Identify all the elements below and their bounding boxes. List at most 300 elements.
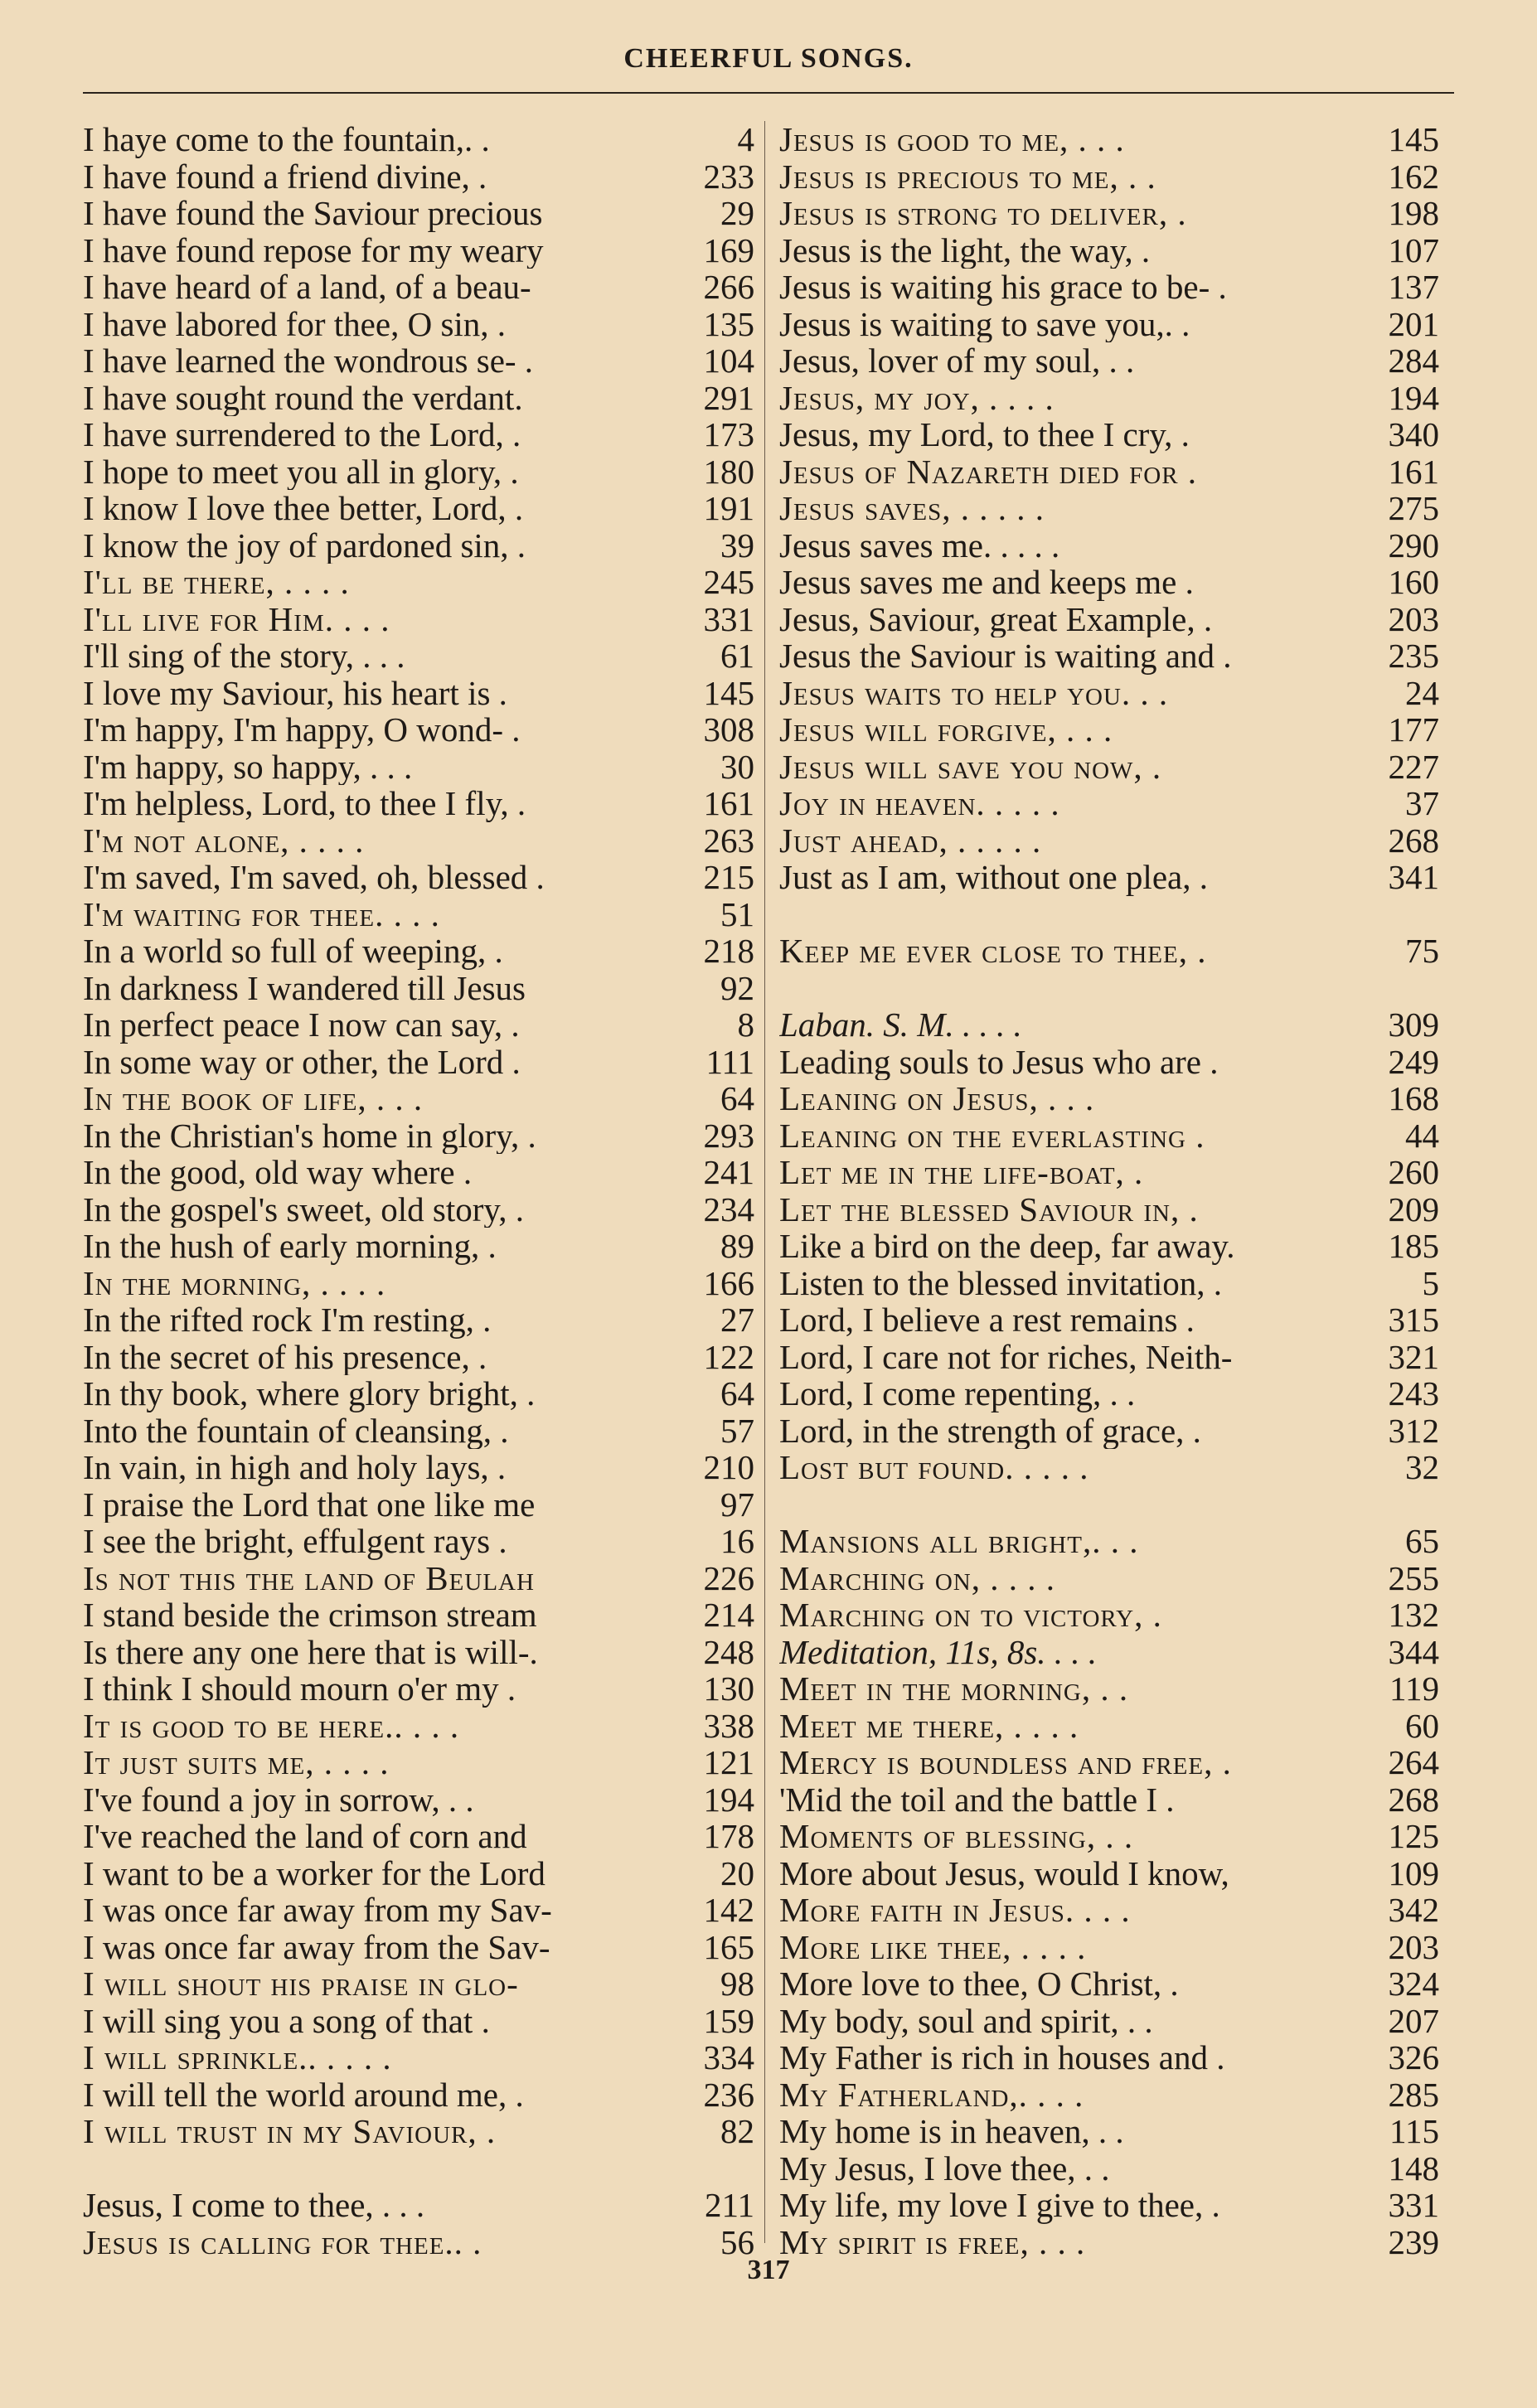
page-ref: 245 (703, 563, 754, 601)
page-ref: 111 (705, 1042, 754, 1081)
index-entry (779, 2003, 1439, 2040)
song-title: I was once far away from the Sav- (83, 1928, 550, 1965)
index-entry (779, 269, 1439, 306)
index-entry (779, 749, 1439, 786)
page-ref: 210 (703, 1448, 754, 1486)
index-entry (779, 675, 1439, 712)
song-title: My home is in heaven, . . (779, 2113, 1124, 2150)
song-title: It is good to be here.. . . . (83, 1707, 460, 1744)
page-ref: 268 (1388, 821, 1439, 860)
song-title: In the book of life, . . . (83, 1080, 424, 1117)
page-ref: 145 (703, 673, 754, 712)
index-entry (83, 1080, 754, 1117)
song-title: Jesus is waiting to save you,. . (779, 305, 1190, 342)
index-entry (779, 1560, 1439, 1597)
song-title: Let the blessed Saviour in, . (779, 1190, 1199, 1228)
page-ref: 60 (1405, 1706, 1439, 1745)
song-title: Jesus will save you now, . (779, 748, 1162, 785)
song-title: Into the fountain of cleansing, . (83, 1412, 509, 1449)
page-ref: 64 (720, 1079, 754, 1117)
index-entry (83, 1006, 754, 1044)
index-entry (83, 1191, 754, 1228)
song-title: I've found a joy in sorrow, . . (83, 1781, 474, 1818)
song-title: I know I love thee better, Lord, . (83, 490, 524, 527)
song-title: More love to thee, O Christ, . (779, 1965, 1179, 2003)
page-ref: 338 (703, 1706, 754, 1745)
index-entry (779, 2150, 1439, 2188)
song-title: I will trust in my Saviour, . (83, 2113, 497, 2150)
page-ref: 169 (703, 230, 754, 269)
index-entry (779, 1744, 1439, 1781)
page-ref: 178 (703, 1817, 754, 1855)
page-ref: 264 (1388, 1743, 1439, 1781)
page-ref: 185 (1388, 1227, 1439, 1265)
page-ref: 308 (703, 710, 754, 749)
song-title: Let me in the life-boat, . (779, 1154, 1144, 1191)
index-entry (779, 1412, 1439, 1450)
page-ref: 260 (1388, 1153, 1439, 1191)
index-entry (779, 822, 1439, 860)
page-ref: 214 (703, 1596, 754, 1634)
index-entry (83, 1486, 754, 1524)
index-entry (779, 1818, 1439, 1855)
song-title: Jesus is precious to me, . . (779, 157, 1156, 195)
page-ref: 75 (1405, 932, 1439, 970)
index-entry (83, 1560, 754, 1597)
page-header: CHEERFUL SONGS. (623, 43, 914, 74)
song-title: Jesus saves, . . . . . (779, 490, 1045, 527)
page-ref: 82 (720, 2112, 754, 2150)
page-ref: 135 (703, 304, 754, 343)
song-title: Keep me ever close to thee, . (779, 933, 1207, 970)
page-ref: 249 (1388, 1042, 1439, 1081)
index-entry (779, 1044, 1439, 1081)
page-ref: 142 (703, 1891, 754, 1929)
song-title: Lord, in the strength of grace, . (779, 1412, 1201, 1449)
song-title: Marching on to victory, . (779, 1596, 1162, 1634)
index-entry (83, 158, 754, 196)
song-title: 'Mid the toil and the battle I . (779, 1781, 1175, 1818)
song-title: Mansions all bright,. . . (779, 1523, 1139, 1560)
song-title: I was once far away from my Sav- (83, 1892, 552, 1929)
page-ref: 166 (703, 1263, 754, 1302)
index-entry (83, 1965, 754, 2003)
index-entry (83, 1744, 754, 1781)
song-title: I haye come to the fountain,. . (83, 121, 490, 158)
page-ref: 97 (720, 1485, 754, 1524)
song-title: I have learned the wondrous se- . (83, 342, 534, 380)
index-entry (779, 2187, 1439, 2224)
index-entry (779, 564, 1439, 601)
index-entry (83, 2003, 754, 2040)
index-entry (779, 1117, 1439, 1155)
page-ref: 315 (1388, 1301, 1439, 1339)
index-entry (83, 342, 754, 380)
page-ref: 239 (1388, 2222, 1439, 2261)
page-ref: 30 (720, 747, 754, 786)
index-entry (83, 490, 754, 527)
song-title: Jesus is calling for thee.. . (83, 2223, 482, 2260)
page-ref: 248 (703, 1632, 754, 1671)
song-title: More faith in Jesus. . . . (779, 1892, 1131, 1929)
page-ref: 293 (703, 1116, 754, 1155)
song-title: Just ahead, . . . . . (779, 821, 1042, 859)
song-title: Jesus is waiting his grace to be- . (779, 269, 1227, 306)
song-title: I will sing you a song of that . (83, 2002, 490, 2039)
index-entry (779, 1080, 1439, 1117)
page-ref: 51 (720, 894, 754, 933)
song-title: Jesus, I come to thee, . . . (83, 2187, 425, 2224)
page-ref: 145 (1388, 120, 1439, 158)
page-ref: 194 (703, 1780, 754, 1819)
index-entry (83, 1339, 754, 1376)
song-title: In a world so full of weeping, . (83, 933, 503, 970)
page-ref: 130 (703, 1669, 754, 1708)
page-ref: 241 (703, 1153, 754, 1191)
index-entry (83, 1375, 754, 1412)
index-entry (83, 749, 754, 786)
song-title: My Fatherland,. . . . (779, 2076, 1084, 2113)
index-entry (83, 1265, 754, 1302)
song-title: I'm not alone, . . . . (83, 821, 365, 859)
song-title: Jesus will forgive, . . . (779, 711, 1113, 749)
song-title: I praise the Lord that one like me (83, 1485, 536, 1523)
index-entry (83, 859, 754, 896)
song-title: It just suits me, . . . . (83, 1744, 390, 1781)
index-entry (779, 1301, 1439, 1339)
index-entry (83, 1228, 754, 1265)
index-entry (779, 711, 1439, 749)
page-number: 317 (747, 2255, 790, 2285)
song-title: Jesus saves me and keeps me . (779, 564, 1194, 601)
page-ref: 344 (1388, 1632, 1439, 1671)
song-title: Moments of blessing, . . (779, 1818, 1134, 1855)
song-title: Joy in heaven. . . . . (779, 785, 1060, 822)
index-entry (779, 785, 1439, 822)
page-ref: 191 (703, 489, 754, 527)
page-ref: 89 (720, 1227, 754, 1265)
page-ref: 29 (720, 194, 754, 232)
index-entry (83, 1523, 754, 1560)
song-title: Lord, I come repenting, . . (779, 1375, 1136, 1412)
song-title: I'll live for Him. . . . (83, 600, 390, 637)
song-title: Jesus is the light, the way, . (779, 231, 1151, 269)
song-title: Jesus, Saviour, great Example, . (779, 600, 1213, 637)
page-ref: 64 (720, 1374, 754, 1412)
index-entry (779, 453, 1439, 491)
index-entry (779, 1929, 1439, 1966)
index-entry (83, 785, 754, 822)
page-ref: 107 (1388, 230, 1439, 269)
song-title: I'm waiting for thee. . . . (83, 895, 440, 933)
page-ref: 165 (703, 1927, 754, 1966)
page-ref: 331 (1388, 2186, 1439, 2224)
page-ref: 168 (1388, 1079, 1439, 1117)
song-title: Mercy is boundless and free, . (779, 1744, 1232, 1781)
song-title: In the gospel's sweet, old story, . (83, 1190, 524, 1228)
page-ref: 209 (1388, 1189, 1439, 1228)
song-title: In darkness I wandered till Jesus (83, 969, 526, 1006)
song-title: I will sprinkle.. . . . . (83, 2039, 392, 2076)
index-entry (779, 1228, 1439, 1265)
index-entry (779, 2076, 1439, 2114)
song-title: I have found the Saviour precious (83, 195, 543, 232)
index-entry (83, 564, 754, 601)
section-gap (779, 896, 1439, 933)
song-title: Jesus is strong to deliver, . (779, 195, 1187, 232)
index-entry (83, 1154, 754, 1191)
index-entry (83, 380, 754, 417)
index-entry (83, 2187, 754, 2224)
song-title: My Father is rich in houses and . (779, 2039, 1225, 2076)
index-entry (779, 380, 1439, 417)
page-ref: 340 (1388, 415, 1439, 453)
page-ref: 37 (1405, 784, 1439, 822)
song-title: In the Christian's home in glory, . (83, 1117, 536, 1154)
song-title: Is not this the land of Beulah (83, 1559, 535, 1596)
index-entry (779, 1596, 1439, 1634)
index-entry (83, 527, 754, 564)
song-title: My life, my love I give to thee, . (779, 2187, 1220, 2224)
page-ref: 161 (1388, 452, 1439, 491)
song-title: Lord, I believe a rest remains . (779, 1301, 1195, 1339)
song-title: More about Jesus, would I know, (779, 1854, 1229, 1892)
index-entry (83, 601, 754, 638)
index-entry (83, 2076, 754, 2114)
song-title: Jesus the Saviour is waiting and . (779, 637, 1232, 675)
song-title: Meet in the morning, . . (779, 1670, 1129, 1708)
page-ref: 92 (720, 968, 754, 1007)
song-title: I have heard of a land, of a beau- (83, 269, 531, 306)
index-entry (83, 232, 754, 269)
page-ref: 321 (1388, 1337, 1439, 1376)
index-entry (83, 416, 754, 453)
page-ref: 159 (703, 2001, 754, 2040)
page-ref: 104 (703, 342, 754, 380)
page-ref: 16 (720, 1522, 754, 1560)
song-title: Lord, I care not for riches, Neith- (779, 1338, 1233, 1375)
page-ref: 4 (737, 120, 754, 158)
page-ref: 137 (1388, 268, 1439, 306)
index-entry (83, 2113, 754, 2150)
section-gap (83, 2150, 754, 2188)
index-entry (779, 1375, 1439, 1412)
song-title: Like a bird on the deep, far away. (779, 1228, 1235, 1265)
index-entry (779, 1781, 1439, 1819)
song-title: More like thee, . . . . (779, 1928, 1087, 1965)
page-ref: 341 (1388, 858, 1439, 896)
song-title: My body, soul and spirit, . . (779, 2002, 1153, 2039)
song-title: Jesus waits to help you. . . (779, 674, 1169, 711)
song-title: In perfect peace I now can say, . (83, 1006, 520, 1044)
song-title: I've reached the land of corn and (83, 1818, 527, 1855)
index-entry (83, 822, 754, 860)
page-ref: 121 (703, 1743, 754, 1781)
song-title: Meditation, 11s, 8s. . . . (779, 1633, 1098, 1670)
page-ref: 5 (1422, 1263, 1439, 1302)
page-ref: 215 (703, 858, 754, 896)
song-title: I'm helpless, Lord, to thee I fly, . (83, 785, 526, 822)
song-title: I'm happy, so happy, . . . (83, 748, 413, 785)
page-ref: 148 (1388, 2149, 1439, 2188)
song-title: In some way or other, the Lord . (83, 1043, 521, 1080)
index-entry (83, 1634, 754, 1671)
index-entry (779, 1154, 1439, 1191)
song-title: I have found a friend divine, . (83, 157, 487, 195)
page-ref: 173 (703, 415, 754, 453)
page-ref: 331 (703, 599, 754, 638)
index-entry (83, 1892, 754, 1929)
song-title: Jesus, my joy, . . . . (779, 379, 1055, 416)
song-title: I have surrendered to the Lord, . (83, 416, 521, 453)
song-title: In the rifted rock I'm resting, . (83, 1301, 492, 1339)
page-ref: 98 (720, 1965, 754, 2003)
section-gap (779, 970, 1439, 1007)
index-entry (83, 970, 754, 1007)
song-title: In the hush of early morning, . (83, 1228, 497, 1265)
page-ref: 119 (1389, 1669, 1439, 1708)
index-entry (83, 1449, 754, 1486)
index-entry (779, 933, 1439, 970)
song-title: In the morning, . . . . (83, 1264, 386, 1301)
index-entry (779, 232, 1439, 269)
page-ref: 203 (1388, 1927, 1439, 1966)
index-entry (779, 1265, 1439, 1302)
page-ref: 275 (1388, 489, 1439, 527)
index-entry (779, 1339, 1439, 1376)
page-ref: 162 (1388, 157, 1439, 196)
index-entry (779, 1449, 1439, 1486)
song-title: Just as I am, without one plea, . (779, 859, 1208, 896)
song-title: I love my Saviour, his heart is . (83, 674, 507, 711)
page-ref: 203 (1388, 599, 1439, 638)
song-title: I know the joy of pardoned sin, . (83, 526, 526, 564)
page-ref: 177 (1388, 710, 1439, 749)
page-ref: 207 (1388, 2001, 1439, 2040)
page-ref: 57 (720, 1411, 754, 1450)
index-entry (83, 269, 754, 306)
page-ref: 194 (1388, 378, 1439, 417)
index-entry (779, 342, 1439, 380)
song-title: My spirit is free, . . . (779, 2223, 1086, 2260)
song-title: I have labored for thee, O sin, . (83, 305, 507, 342)
song-title: I want to be a worker for the Lord (83, 1854, 545, 1892)
page-ref: 234 (703, 1189, 754, 1228)
song-title: In vain, in high and holy lays, . (83, 1449, 507, 1486)
index-entry (83, 711, 754, 749)
left-column (83, 121, 754, 2260)
song-title: Jesus, lover of my soul, . . (779, 342, 1135, 380)
song-title: I hope to meet you all in glory, . (83, 453, 519, 490)
index-entry (779, 1965, 1439, 2003)
page-ref: 32 (1405, 1448, 1439, 1486)
page-ref: 218 (703, 932, 754, 970)
right-column (779, 121, 1439, 2260)
index-entry (83, 121, 754, 158)
song-title: My Jesus, I love thee, . . (779, 2149, 1110, 2187)
index-entry (779, 1708, 1439, 1745)
index-entry (779, 1670, 1439, 1708)
song-title: Jesus is good to me, . . . (779, 121, 1125, 158)
song-title: I will shout his praise in glo- (83, 1965, 519, 2003)
index-entry (83, 306, 754, 343)
song-title: I have found repose for my weary (83, 231, 544, 269)
song-title: I see the bright, effulgent rays . (83, 1523, 507, 1560)
song-title: Listen to the blessed invitation, . (779, 1264, 1223, 1301)
index-entry (83, 933, 754, 970)
page-ref: 180 (703, 452, 754, 491)
index-entry (779, 1006, 1439, 1044)
page-ref: 20 (720, 1853, 754, 1892)
song-title: Is there any one here that is will-. (83, 1633, 538, 1670)
page-ref: 255 (1388, 1558, 1439, 1597)
page-ref: 284 (1388, 342, 1439, 380)
page-ref: 236 (703, 2075, 754, 2114)
page-ref: 334 (703, 2038, 754, 2076)
page-ref: 211 (705, 2186, 754, 2224)
page-ref: 65 (1405, 1522, 1439, 1560)
page-ref: 263 (703, 821, 754, 860)
page-ref: 27 (720, 1301, 754, 1339)
index-entry (83, 675, 754, 712)
song-title: I stand beside the crimson stream (83, 1596, 537, 1634)
song-title: Meet me there, . . . . (779, 1707, 1079, 1744)
index-entry (779, 195, 1439, 232)
index-entry (779, 637, 1439, 675)
page-ref: 39 (720, 526, 754, 564)
page-ref: 61 (720, 637, 754, 675)
index-entry (779, 121, 1439, 158)
index-entry (779, 859, 1439, 896)
song-title: In thy book, where glory bright, . (83, 1375, 536, 1412)
page-ref: 268 (1388, 1780, 1439, 1819)
page-ref: 132 (1388, 1596, 1439, 1634)
index-entry (779, 601, 1439, 638)
page-ref: 160 (1388, 563, 1439, 601)
page-ref: 235 (1388, 637, 1439, 675)
index-entry (83, 195, 754, 232)
page-ref: 243 (1388, 1374, 1439, 1412)
song-title: I have sought round the verdant. (83, 379, 523, 416)
index-entry (779, 416, 1439, 453)
page-ref: 8 (737, 1005, 754, 1044)
page-ref: 291 (703, 378, 754, 417)
page-ref: 115 (1389, 2112, 1439, 2150)
index-entry (83, 1708, 754, 1745)
index-entry (779, 158, 1439, 196)
page-ref: 122 (703, 1337, 754, 1376)
song-title: Laban. S. M. . . . . (779, 1006, 1022, 1044)
page-ref: 198 (1388, 194, 1439, 232)
index-entry (83, 896, 754, 933)
index-entry (779, 1191, 1439, 1228)
page-ref: 161 (703, 784, 754, 822)
page-ref: 285 (1388, 2075, 1439, 2114)
section-gap (779, 1486, 1439, 1524)
song-title: I'll sing of the story, . . . (83, 637, 405, 675)
song-title: Jesus of Nazareth died for . (779, 453, 1198, 490)
page-ref: 233 (703, 157, 754, 196)
song-title: Jesus, my Lord, to thee I cry, . (779, 416, 1190, 453)
page-ref: 326 (1388, 2038, 1439, 2076)
page-ref: 266 (703, 268, 754, 306)
index-entry (83, 453, 754, 491)
page-ref: 342 (1388, 1891, 1439, 1929)
page-ref: 44 (1405, 1116, 1439, 1155)
song-title: I will tell the world around me, . (83, 2076, 524, 2113)
column-divider (764, 121, 765, 2243)
page-ref: 227 (1388, 747, 1439, 786)
